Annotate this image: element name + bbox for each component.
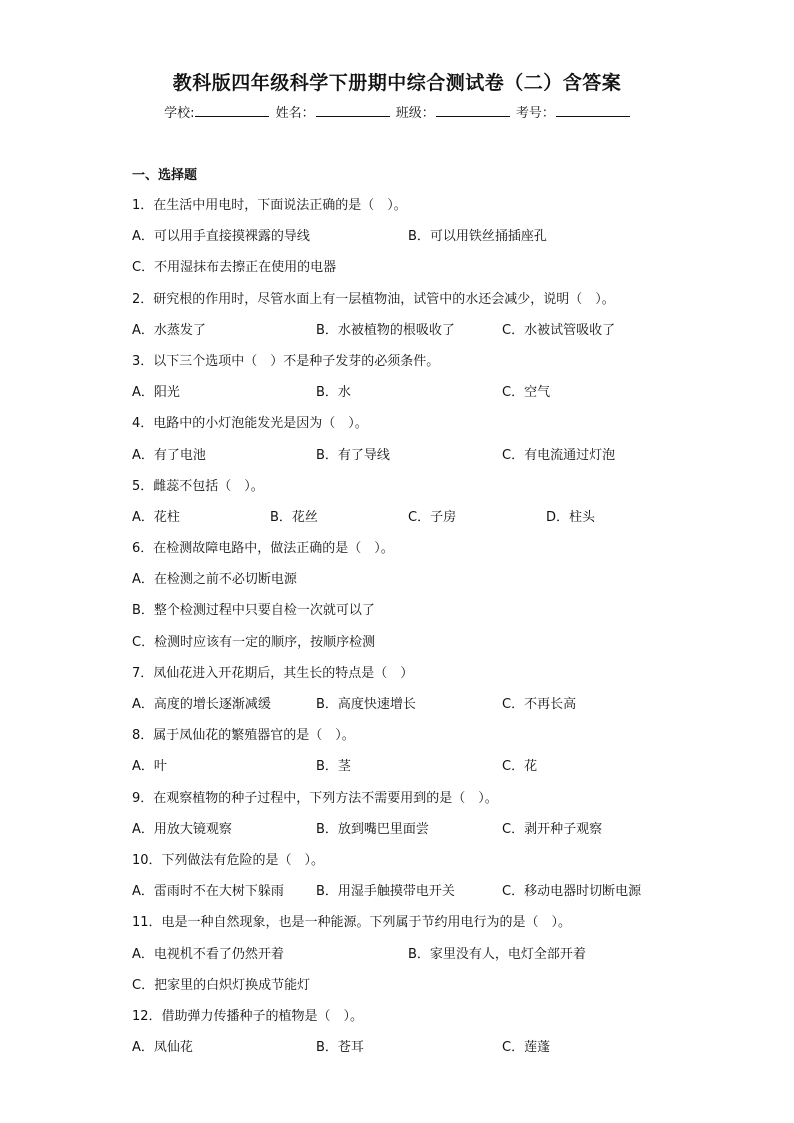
option-row: [132, 939, 692, 970]
question-stem: 11．电是一种自然现象，也是一种能源。下列属于节约用电行为的是（ ）。: [132, 915, 572, 931]
option-row: [132, 564, 692, 595]
answer-option[interactable]: A．水蒸发了: [132, 322, 206, 338]
question-list: [132, 164, 692, 1063]
option-row: [132, 440, 692, 471]
answer-option[interactable]: A．凤仙花: [132, 1040, 193, 1056]
answer-option[interactable]: C．水被试管吸收了: [502, 322, 616, 338]
info-school: 学校:: [164, 102, 269, 121]
info-exam-number: 考号：: [516, 102, 630, 121]
answer-option[interactable]: A．电视机不看了仍然开着: [132, 946, 284, 962]
answer-option[interactable]: B．用湿手触摸带电开关: [316, 884, 455, 900]
answer-option[interactable]: A．在检测之前不必切断电源: [132, 572, 297, 588]
option-row: [132, 315, 692, 346]
option-row: [132, 252, 692, 283]
option-row: [132, 595, 692, 626]
answer-option[interactable]: A．叶: [132, 759, 167, 775]
option-row: [132, 1032, 692, 1063]
answer-option[interactable]: C．不再长高: [502, 697, 577, 712]
option-row: [132, 627, 692, 658]
name-blank[interactable]: [316, 104, 390, 117]
answer-option[interactable]: B．可以用铁丝捅插座孔: [408, 229, 547, 245]
question-stem: 8．属于凤仙花的繁殖器官的是（ ）。: [132, 728, 355, 744]
answer-option[interactable]: B．水被植物的根吸收了: [316, 322, 455, 338]
question-stem: 10．下列做法有危险的是（ ）。: [132, 852, 325, 868]
answer-option[interactable]: B．茎: [316, 759, 351, 775]
info-name: 姓名：: [276, 102, 390, 121]
answer-option[interactable]: A．花柱: [132, 509, 180, 525]
answer-option[interactable]: B．有了导线: [316, 447, 390, 463]
question-stem: 7．凤仙花进入开花期后，其生长的特点是（ ）: [132, 665, 414, 681]
answer-option[interactable]: C．莲蓬: [502, 1040, 551, 1056]
class-blank[interactable]: [436, 104, 510, 117]
question-stem: 3．以下三个选项中（ ）不是种子发芽的必须条件。: [132, 353, 440, 369]
answer-option[interactable]: C．检测时应该有一定的顺序，按顺序检测: [132, 634, 376, 650]
option-row: [132, 377, 692, 408]
answer-option[interactable]: B．放到嘴巴里面尝: [316, 821, 429, 837]
school-blank[interactable]: [195, 104, 269, 117]
answer-option[interactable]: A．用放大镜观察: [132, 821, 232, 837]
option-row: [132, 221, 692, 252]
answer-option[interactable]: B．花丝: [270, 509, 318, 525]
option-row: [132, 970, 692, 1001]
answer-option[interactable]: B．水: [316, 385, 351, 401]
answer-option[interactable]: B．高度快速增长: [316, 697, 416, 712]
answer-option[interactable]: C．把家里的白炽灯换成节能灯: [132, 977, 311, 993]
exam-number-blank[interactable]: [556, 104, 630, 117]
question-stem: 6．在检测故障电路中，做法正确的是（ ）。: [132, 541, 394, 557]
answer-option[interactable]: D．柱头: [546, 509, 596, 525]
option-row: [132, 502, 692, 533]
answer-option[interactable]: A．可以用手直接摸裸露的导线: [132, 229, 310, 245]
answer-option[interactable]: B．整个检测过程中只要自检一次就可以了: [132, 603, 375, 619]
answer-option[interactable]: C．剥开种子观察: [502, 821, 603, 837]
question-stem: 4．电路中的小灯泡能发光是因为（ ）。: [132, 416, 368, 432]
answer-option[interactable]: C．移动电器时切断电源: [502, 884, 642, 900]
answer-option[interactable]: C．空气: [502, 385, 551, 401]
option-row: [132, 689, 692, 720]
answer-option[interactable]: C．子房: [408, 509, 457, 525]
answer-option[interactable]: C．花: [502, 759, 538, 775]
answer-option[interactable]: A．雷雨时不在大树下躲雨: [132, 884, 284, 900]
question-stem: 2．研究根的作用时，尽管水面上有一层植物油，试管中的水还会减少，说明（ ）。: [132, 291, 615, 307]
section-heading: 一、选择题: [132, 168, 198, 183]
student-info: [0, 102, 794, 121]
question-stem: 12．借助弹力传播种子的植物是（ ）。: [132, 1008, 364, 1024]
answer-option[interactable]: C．不用湿抹布去擦正在使用的电器: [132, 260, 337, 276]
answer-option[interactable]: A．高度的增长逐渐减缓: [132, 697, 271, 712]
question-stem: 9．在观察植物的种子过程中，下列方法不需要用到的是（ ）。: [132, 790, 498, 806]
answer-option[interactable]: B．苍耳: [316, 1040, 364, 1056]
option-row: [132, 814, 692, 845]
page-title: 教科版四年级科学下册期中综合测试卷（二）含答案: [172, 72, 622, 94]
question-stem: 1．在生活中用电时，下面说法正确的是（ ）。: [132, 198, 407, 213]
answer-option[interactable]: A．阳光: [132, 385, 180, 401]
option-row: [132, 876, 692, 907]
answer-option[interactable]: A．有了电池: [132, 447, 206, 463]
answer-option[interactable]: B．家里没有人，电灯全部开着: [408, 946, 586, 962]
question-stem: 5．雌蕊不包括（ ）。: [132, 478, 264, 494]
option-row: [132, 751, 692, 782]
info-class: 班级：: [396, 102, 510, 121]
answer-option[interactable]: C．有电流通过灯泡: [502, 447, 616, 463]
